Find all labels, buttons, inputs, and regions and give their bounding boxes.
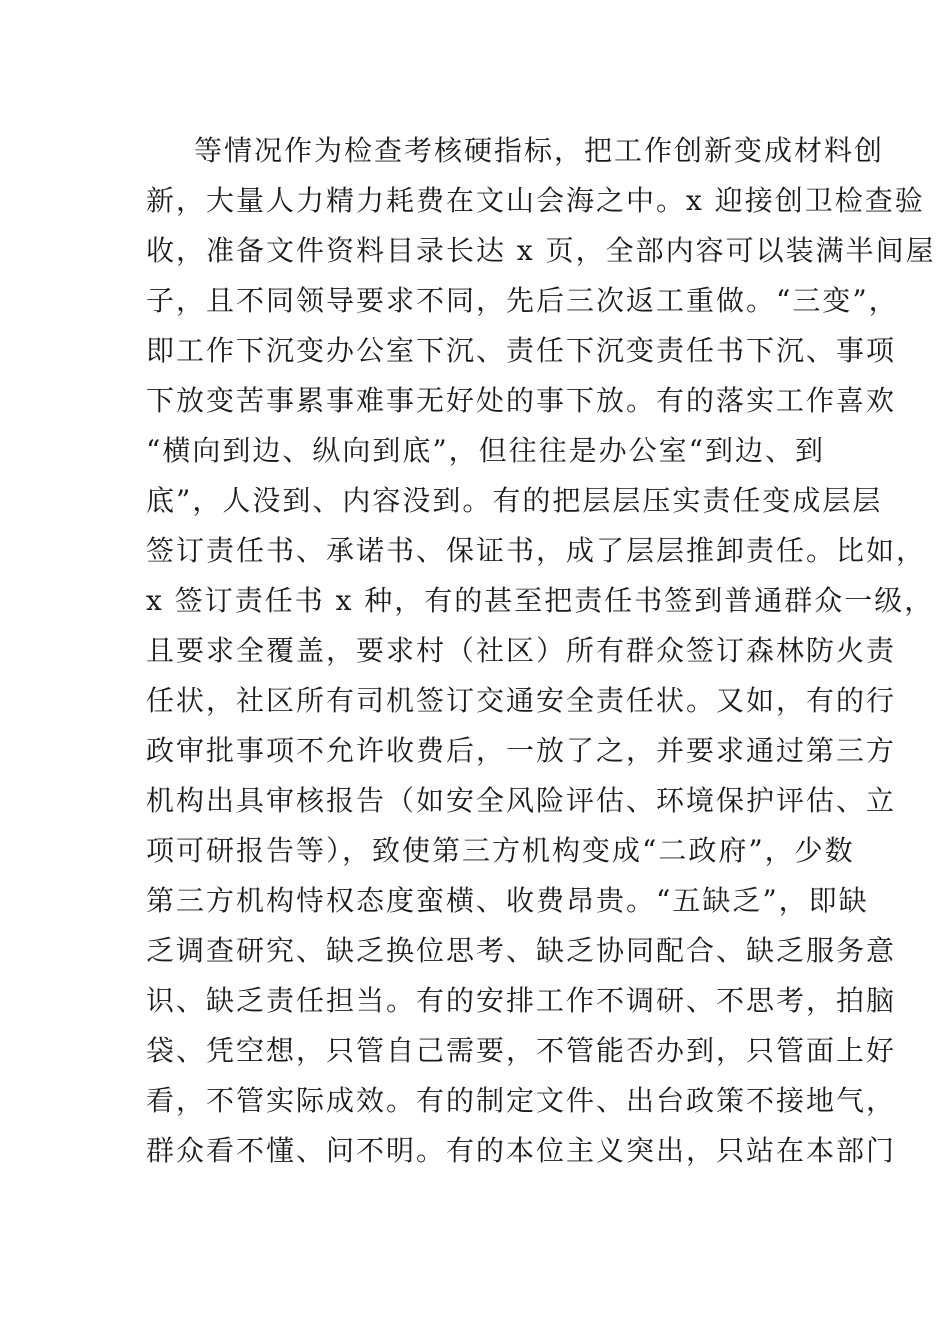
text-line: 子，且不同领导要求不同，先后三次返工重做。“三变”，: [146, 284, 899, 317]
text-line: 签订责任书、承诺书、保证书，成了层层推卸责任。比如，: [146, 534, 927, 567]
text-line: 群众看不懂、问不明。有的本位主义突出，只站在本部门: [146, 1134, 897, 1167]
text-line: 新，大量人力精力耗费在文山会海之中。x 迎接创卫检查验: [146, 184, 925, 217]
text-line: 收，准备文件资料目录长达 x 页，全部内容可以装满半间屋: [146, 234, 936, 267]
text-line: 乏调查研究、缺乏换位思考、缺乏协同配合、缺乏服务意: [146, 934, 897, 967]
text-line: 且要求全覆盖，要求村（社区）所有群众签订森林防火责: [146, 634, 897, 667]
text-line: 袋、凭空想，只管自己需要，不管能否办到，只管面上好: [146, 1034, 897, 1067]
text-line: 下放变苦事累事难事无好处的事下放。有的落实工作喜欢: [146, 384, 897, 417]
text-line: 政审批事项不允许收费后，一放了之，并要求通过第三方: [146, 734, 897, 767]
text-line: 任状，社区所有司机签订交通安全责任状。又如，有的行: [146, 684, 897, 717]
text-line: 底”，人没到、内容没到。有的把层层压实责任变成层层: [146, 484, 883, 517]
text-line: 项可研报告等），致使第三方机构变成“二政府”，少数: [146, 834, 855, 867]
text-line: “横向到边、纵向到底”，但往往是办公室“到边、到: [146, 434, 825, 467]
text-line: 看，不管实际成效。有的制定文件、出台政策不接地气，: [146, 1084, 897, 1117]
text-line: 等情况作为检查考核硬指标，把工作创新变成材料创: [194, 134, 885, 167]
text-line: 即工作下沉变办公室下沉、责任下沉变责任书下沉、事项: [146, 334, 897, 367]
text-line: 识、缺乏责任担当。有的安排工作不调研、不思考，拍脑: [146, 984, 897, 1017]
text-line: 第三方机构恃权态度蛮横、收费昂贵。“五缺乏”，即缺: [146, 884, 869, 917]
text-line: 机构出具审核报告（如安全风险评估、环境保护评估、立: [146, 784, 897, 817]
text-line: x 签订责任书 x 种，有的甚至把责任书签到普通群众一级，: [146, 584, 935, 617]
body-paragraph: [146, 126, 936, 1176]
